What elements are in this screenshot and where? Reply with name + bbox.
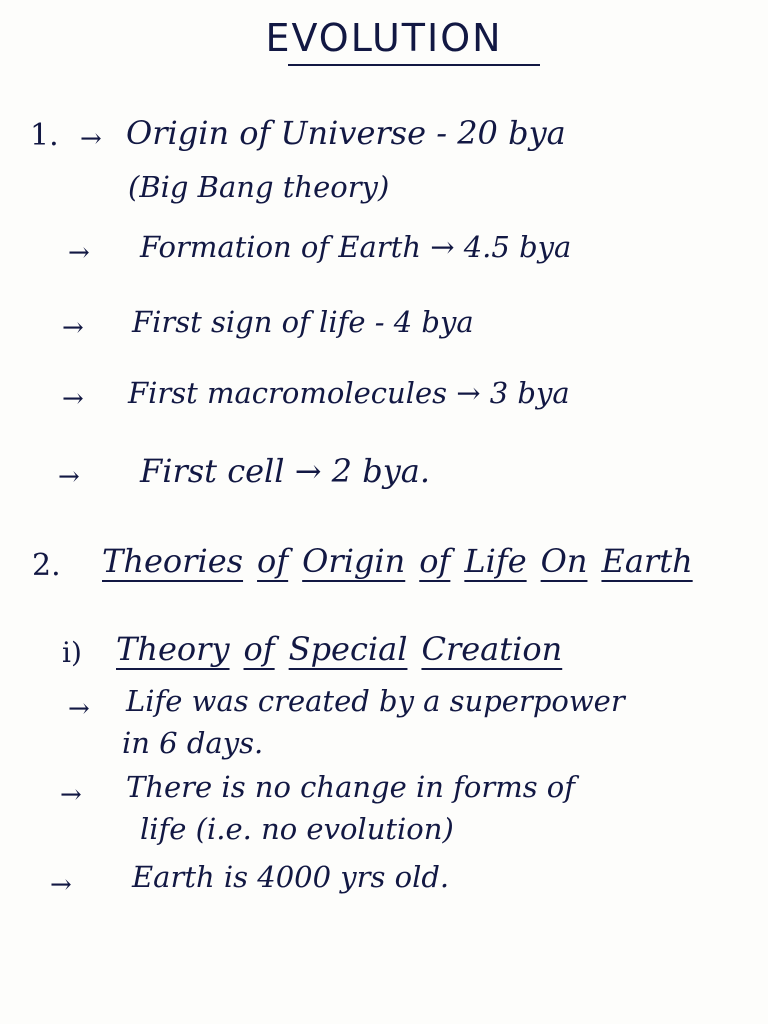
arrow-icon: → <box>58 462 80 492</box>
arrow-icon: → <box>62 313 84 343</box>
subheading-word: of <box>243 630 275 668</box>
heading-word: Theories <box>102 542 244 580</box>
arrow-icon: → <box>62 384 84 414</box>
note-no-change: There is no change in forms of <box>126 770 576 804</box>
note-superpower: Life was created by a superpower <box>126 684 625 718</box>
note-big-bang: (Big Bang theory) <box>128 170 390 204</box>
section-1-number: 1. <box>30 118 59 153</box>
note-six-days: in 6 days. <box>122 726 264 760</box>
section-2-heading <box>102 542 693 580</box>
heading-word: Life <box>464 542 527 580</box>
note-first-cell: First cell → 2 bya. <box>140 452 431 490</box>
subsection-number: i) <box>62 636 82 669</box>
subheading-word: Theory <box>116 630 230 668</box>
title-underline <box>288 64 540 66</box>
subheading-word: Creation <box>421 630 563 668</box>
section-2-number: 2. <box>32 548 61 583</box>
arrow-icon: → <box>68 694 90 724</box>
arrow-icon: → <box>60 780 82 810</box>
note-earth-age: Earth is 4000 yrs old. <box>132 860 450 894</box>
page-title: EVOLUTION <box>265 16 503 60</box>
note-first-macromolecules: First macromolecules → 3 bya <box>128 376 570 410</box>
arrow-icon: → <box>80 124 102 154</box>
note-origin-universe: Origin of Universe - 20 bya <box>126 114 566 152</box>
note-no-evolution: life (i.e. no evolution) <box>140 812 454 846</box>
note-formation-earth: Formation of Earth → 4.5 bya <box>140 230 572 264</box>
arrow-icon: → <box>50 870 72 900</box>
heading-word: of <box>257 542 289 580</box>
heading-word: On <box>540 542 588 580</box>
heading-word: Origin <box>302 542 406 580</box>
subsection-heading <box>116 630 562 668</box>
subheading-word: Special <box>288 630 408 668</box>
arrow-icon: → <box>68 238 90 268</box>
heading-word: Earth <box>601 542 693 580</box>
heading-word: of <box>419 542 451 580</box>
note-first-sign-life: First sign of life - 4 bya <box>132 305 474 339</box>
